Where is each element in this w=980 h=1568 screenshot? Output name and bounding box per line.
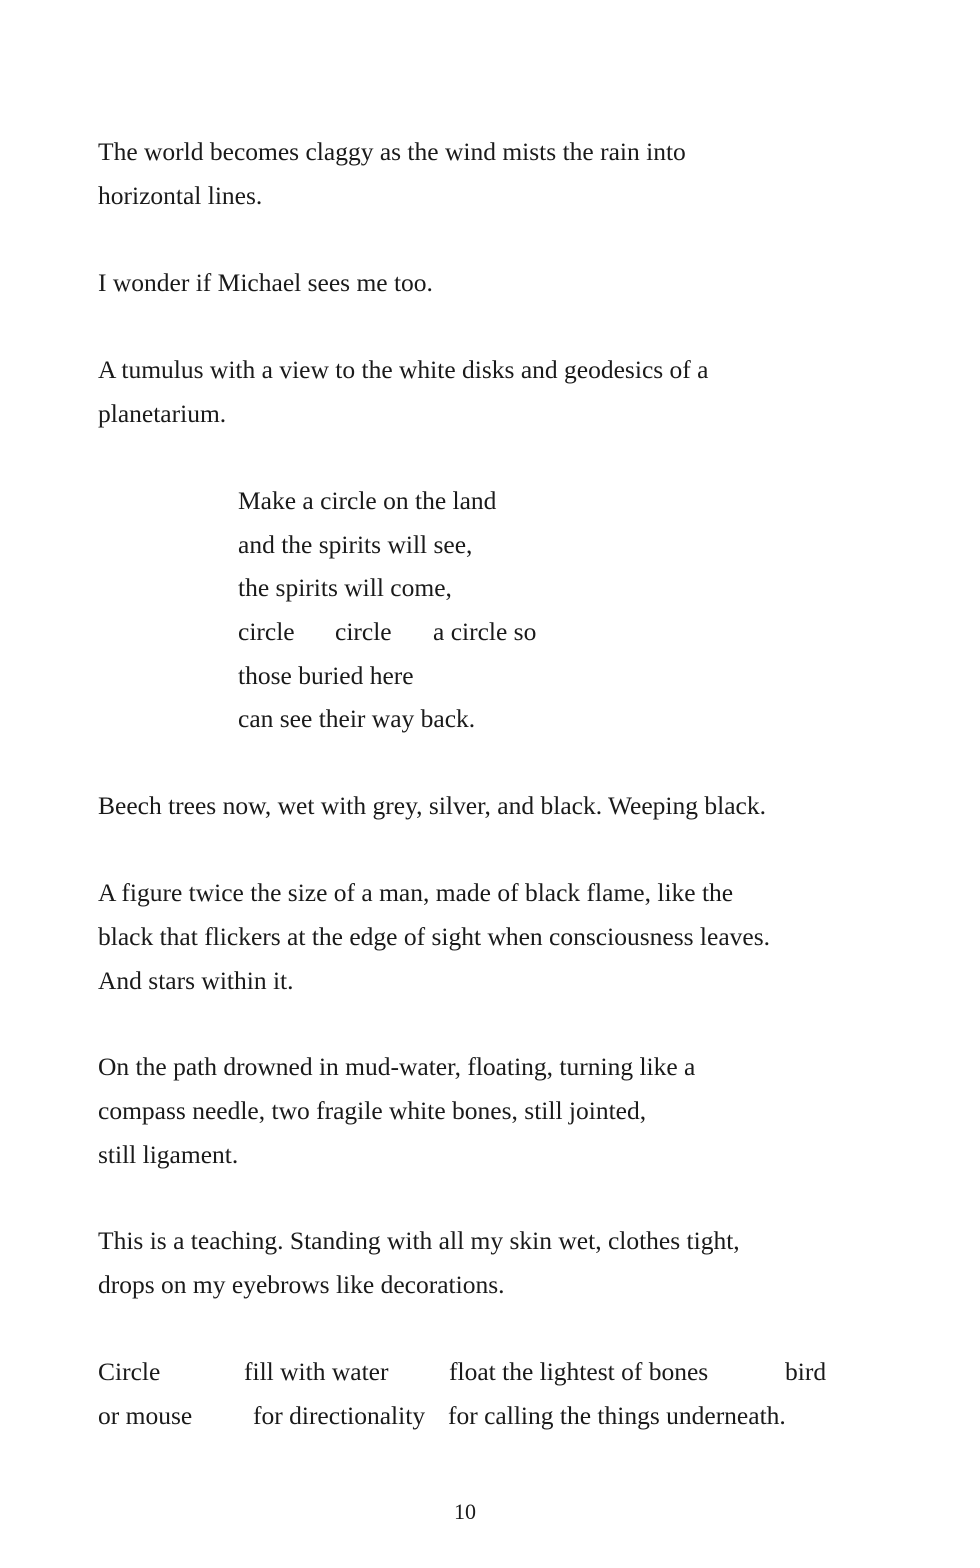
paragraph-teaching bbox=[98, 1219, 858, 1307]
page-number: 10 bbox=[454, 1499, 476, 1524]
text-line: This is a teaching. Standing with all my skin wet, clothes tight, bbox=[98, 1226, 740, 1255]
verse-line: and the spirits will see, bbox=[238, 529, 473, 559]
paragraph-tumulus bbox=[98, 348, 858, 436]
verse-line: can see their way back. bbox=[238, 704, 476, 734]
text-line: Beech trees now, wet with grey, silver, and black. Weeping black. bbox=[98, 791, 766, 820]
text-line: compass needle, two fragile white bones, still jointed, bbox=[98, 1096, 647, 1125]
closing-fragment: or mouse bbox=[98, 1401, 193, 1430]
verse-line: the spirits will come, bbox=[238, 573, 452, 603]
text-line: still ligament. bbox=[98, 1140, 239, 1169]
paragraph-beech-trees bbox=[98, 784, 858, 828]
verse-fragment: circle bbox=[335, 616, 392, 646]
closing-fragment: for calling the things underneath. bbox=[448, 1401, 786, 1430]
text-line: horizontal lines. bbox=[98, 181, 263, 210]
closing-spaced-lines bbox=[98, 1350, 858, 1438]
verse-line: those buried here bbox=[238, 660, 414, 690]
verse-line: Make a circle on the land bbox=[238, 486, 497, 515]
closing-fragment: float the lightest of bones bbox=[449, 1357, 709, 1386]
verse-fragment: circle bbox=[238, 616, 295, 646]
text-line: planetarium. bbox=[98, 399, 227, 428]
text-line: drops on my eyebrows like decorations. bbox=[98, 1270, 505, 1299]
closing-fragment: for directionality bbox=[253, 1401, 426, 1430]
closing-line bbox=[98, 1350, 858, 1394]
text-line: I wonder if Michael sees me too. bbox=[98, 268, 433, 297]
paragraph-black-figure bbox=[98, 871, 858, 1003]
paragraph-michael bbox=[98, 261, 858, 305]
text-line: And stars within it. bbox=[98, 966, 294, 995]
closing-fragment: fill with water bbox=[244, 1357, 389, 1386]
closing-line bbox=[98, 1394, 858, 1438]
closing-fragment: Circle bbox=[98, 1357, 161, 1386]
verse-line-spaced bbox=[238, 610, 537, 654]
text-line: A tumulus with a view to the white disks and geodesics of a bbox=[98, 355, 709, 384]
verse-fragment: a circle so bbox=[433, 616, 537, 646]
paragraph-bones bbox=[98, 1045, 858, 1177]
text-line: The world becomes claggy as the wind mists the rain into bbox=[98, 137, 686, 166]
closing-fragment: bird bbox=[785, 1357, 827, 1386]
paragraph-claggy-world bbox=[98, 130, 858, 218]
text-line: black that flickers at the edge of sight when consciousness leaves. bbox=[98, 922, 771, 951]
text-line: A figure twice the size of a man, made of black flame, like the bbox=[98, 878, 734, 907]
indented-verse bbox=[238, 479, 537, 741]
text-line: On the path drowned in mud-water, floating, turning like a bbox=[98, 1052, 696, 1081]
